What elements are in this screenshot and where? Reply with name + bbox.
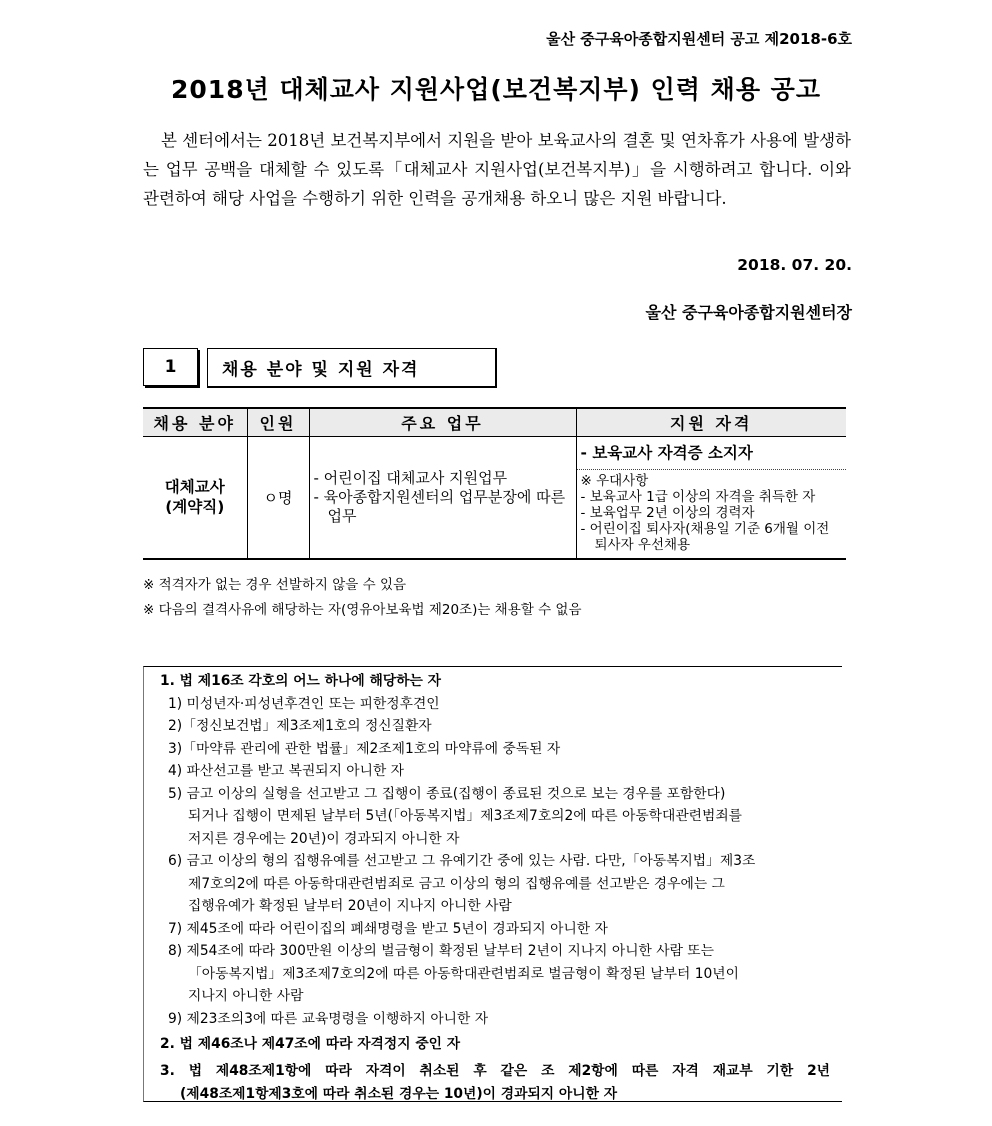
field-type: (계약직) bbox=[165, 498, 225, 517]
disqualification-line: 지나지 아니한 사람 bbox=[188, 988, 304, 1004]
note-item: ※ 다음의 결격사유에 해당하는 자(영유아보육법 제20조)는 채용할 수 없음 bbox=[143, 602, 582, 618]
duty-item: - 어린이집 대체교사 지원업무 bbox=[313, 468, 508, 487]
disqualification-line: 저지른 경우에는 20년)이 경과되지 아니한 자 bbox=[188, 831, 460, 847]
disqualification-line: 5) 금고 이상의 실형을 선고받고 그 집행이 종료(집행이 종료된 것으로 보는 경우를 포함한다) bbox=[168, 786, 726, 802]
disqualification-line: 3)「마약류 관리에 관한 법률」제2조제1호의 마약류에 중독된 자 bbox=[168, 741, 561, 757]
section-title: 채용 분야 및 지원 자격 bbox=[207, 348, 497, 388]
disqualification-line: 8) 제54조에 따라 300만원 이상의 벌금형이 확정된 날부터 2년이 지나지 아니한 사람 또는 bbox=[168, 943, 714, 959]
section-number: 1 bbox=[143, 348, 198, 386]
duty-item: - 육아종합지원센터의 업무분장에 따른 업무 bbox=[313, 487, 566, 525]
qualification-main: - 보육교사 자격증 소지자 bbox=[577, 437, 847, 470]
preference-item: - 어린이집 퇴사자(채용일 기준 6개월 이전 퇴사자 우선채용 bbox=[580, 521, 830, 553]
disqualification-line: (제48조제1항제3호에 따라 취소된 경우는 10년)이 경과되지 아니한 자 bbox=[180, 1086, 618, 1102]
disqualification-line: 집행유예가 확정된 날부터 20년이 지나지 아니한 사람 bbox=[188, 898, 512, 914]
header-count: 인원 bbox=[247, 408, 309, 437]
count-cell: ㅇ명 bbox=[247, 437, 309, 559]
disqualification-line: 제7호의2에 따른 아동학대관련범죄로 금고 이상의 형의 집행유예를 선고받은 경우에는 그 bbox=[188, 876, 725, 892]
disqualification-heading: 2. 법 제46조나 제47조에 따라 자격정지 중인 자 bbox=[160, 1036, 461, 1052]
recruitment-table bbox=[143, 407, 846, 560]
header-field: 채용 분야 bbox=[143, 408, 247, 437]
disqualification-box bbox=[143, 666, 842, 1102]
header-qualification: 지원 자격 bbox=[576, 408, 846, 437]
table-header-row bbox=[143, 408, 846, 437]
preference-item: - 보육업무 2년 이상의 경력자 bbox=[580, 505, 755, 521]
disqualification-line: 6) 금고 이상의 형의 집행유예를 선고받고 그 유예기간 중에 있는 사람. 다만,「아동복지법」제3조 bbox=[168, 853, 756, 869]
duties-cell bbox=[309, 437, 576, 559]
notice-date: 2018. 07. 20. bbox=[737, 256, 852, 274]
disqualification-heading: 3. 법 제48조제1항에 따라 자격이 취소된 후 같은 조 제2항에 따른 자격 재교부 기한 2년 bbox=[160, 1063, 830, 1079]
disqualification-heading: 1. 법 제16조 각호의 어느 하나에 해당하는 자 bbox=[160, 673, 441, 689]
note-item: ※ 적격자가 없는 경우 선발하지 않을 수 있음 bbox=[143, 577, 407, 593]
signer: 울산 중구육아종합지원센터장 bbox=[645, 303, 852, 322]
preference-item: - 보육교사 1급 이상의 자격을 취득한 자 bbox=[580, 489, 816, 505]
disqualification-line: 7) 제45조에 따라 어린이집의 폐쇄명령을 받고 5년이 경과되지 아니한 자 bbox=[168, 921, 608, 937]
disqualification-line: 되거나 집행이 면제된 날부터 5년(「아동복지법」제3조제7호의2에 따른 아동학대관련범죄를 bbox=[188, 808, 742, 824]
disqualification-line: 「아동복지법」제3조제7호의2에 따른 아동학대관련범죄로 벌금형이 확정된 날부터 10년이 bbox=[188, 966, 739, 982]
intro-paragraph: 본 센터에서는 2018년 보건복지부에서 지원을 받아 보육교사의 결혼 및 연차휴가 사용에 발생하는 업무 공백을 대체할 수 있도록「대체교사 지원사업(보건복지부)」을 시행하려고 합니다. 이와 관련하여 해당 사업을 수행하기 위한 인력을 공개채용 하오니 많은 지원 바랍니다. bbox=[143, 131, 851, 208]
qualification-cell bbox=[576, 437, 846, 559]
page-title: 2018년 대체교사 지원사업(보건복지부) 인력 채용 공고 bbox=[171, 75, 821, 104]
disqualification-line: 1) 미성년자·피성년후견인 또는 피한정후견인 bbox=[168, 696, 440, 712]
disqualification-line: 4) 파산선고를 받고 복권되지 아니한 자 bbox=[168, 763, 405, 779]
header-duties: 주요 업무 bbox=[309, 408, 576, 437]
disqualification-line: 9) 제23조의3에 따른 교육명령을 이행하지 아니한 자 bbox=[168, 1011, 489, 1027]
table-row bbox=[143, 437, 846, 559]
field-cell bbox=[143, 437, 247, 559]
field-name: 대체교사 bbox=[164, 478, 225, 497]
preference-title: ※ 우대사항 bbox=[580, 473, 649, 489]
preferences bbox=[577, 470, 847, 557]
notice-number: 울산 중구육아종합지원센터 공고 제2018-6호 bbox=[546, 30, 852, 48]
disqualification-line: 2)「정신보건법」제3조제1호의 정신질환자 bbox=[168, 718, 432, 734]
